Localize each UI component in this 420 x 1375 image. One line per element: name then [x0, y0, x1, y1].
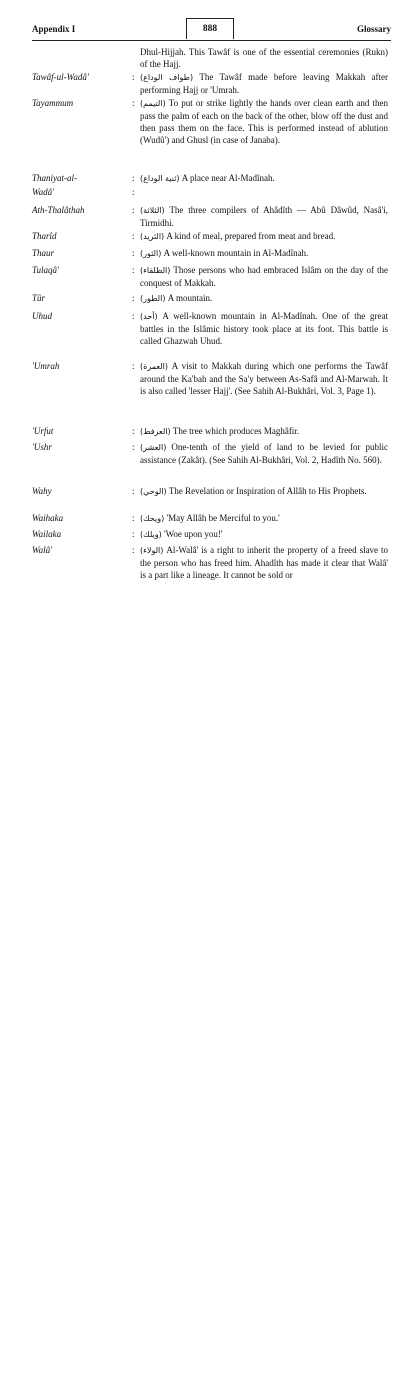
entry-definition: [140, 512, 388, 525]
entry-colon: :: [132, 442, 135, 452]
entry-colon: :: [132, 513, 135, 523]
entry-colon: :: [132, 311, 135, 321]
entry-text: Those persons who had embraced Islâm on the day of the conquest of Makkah.: [140, 265, 388, 288]
entry-term: 'Umrah: [32, 361, 60, 371]
entry-colon: :: [132, 486, 135, 496]
entry-definition: [140, 441, 388, 466]
entry-term: Ath-Thalâthah: [32, 205, 85, 215]
entry-colon: :: [132, 98, 135, 108]
entry-arabic: (الولاء): [140, 546, 164, 555]
entry-term: Waihaka: [32, 513, 64, 523]
entry-colon: :: [132, 529, 135, 539]
entry-arabic: (الثلاثة): [140, 206, 165, 215]
entry-term: 'Urfut: [32, 426, 54, 436]
entry-text: A well-known mountain in Al-Madînah. One of the great battles in the Islâmic history took place at its foot. This battle is called Ghazwah Uhud.: [140, 311, 388, 346]
entry-text: A kind of meal, prepared from meat and bread.: [166, 231, 336, 241]
entry-definition: [140, 292, 388, 305]
entry-arabic: (طواف الوداع): [140, 73, 194, 82]
entry-text: To put or strike lightly the hands over clean earth and then pass the palm of each on the back of the other, blow off the dust and then pass them on the face. This is performed instead of ablution (Wudû') and Ghusl (in case of Janaba).: [140, 98, 389, 145]
entry-colon: :: [132, 545, 135, 555]
entry-definition: [140, 230, 388, 243]
entry-definition: [140, 204, 388, 229]
entry-text: 'May Allâh be Merciful to you.': [166, 513, 280, 523]
entry-definition: [140, 247, 388, 260]
entry-definition: [140, 544, 388, 581]
entry-definition: [140, 310, 388, 347]
entry-term: Tayammum: [32, 98, 74, 108]
entry-term: Tharîd: [32, 231, 57, 241]
entry-term: Uhud: [32, 311, 52, 321]
entry-term: Thaniyat-al-: [32, 173, 77, 183]
entry-colon: :: [132, 72, 135, 82]
entry-definition: [140, 172, 388, 185]
entry-term: Thaur: [32, 248, 55, 258]
entry-term: 'Ushr: [32, 442, 52, 452]
entry-term: Wahy: [32, 486, 52, 496]
entry-term: Wailaka: [32, 529, 62, 539]
entry-arabic: (العرفط): [140, 427, 171, 436]
entry-text: A visit to Makkah during which one performs the Tawâf around the Ka'bah and the Sa'y between As-Safâ and Al-Marwah. It is also called 'lesser Hajj'. (See Sahih Al-Bukhâri, Vol. 3, Page 1).: [140, 361, 389, 396]
entry-arabic: (الثور): [140, 249, 162, 258]
appendix-label: Appendix I: [32, 24, 76, 34]
entry-colon: :: [132, 265, 135, 275]
entry-term: Wadâ': [32, 187, 55, 197]
entry-term: Walâ': [32, 545, 53, 555]
entry-term: Tûr: [32, 293, 46, 303]
section-label: Glossary: [356, 24, 391, 34]
entry-definition: [140, 485, 388, 498]
entry-colon: :: [132, 426, 135, 436]
entry-arabic: (الطلقاء): [140, 266, 171, 275]
entry-text: The Tawâf made before leaving Makkah after performing Hajj or 'Umrah.: [140, 72, 388, 95]
entry-arabic: (الوحي): [140, 487, 167, 496]
entry-text: The three compilers of Ahâdîth — Abû Dâwûd, Nasâ'i, Tirmidhi.: [140, 205, 388, 228]
entry-colon: :: [132, 248, 135, 258]
entry-text: A mountain.: [167, 293, 213, 303]
entry-colon: :: [132, 293, 135, 303]
page-header: [32, 14, 391, 41]
entry-definition: [140, 264, 388, 289]
entry-arabic: (ثنية الوداع): [140, 174, 180, 183]
entry-text: One-tenth of the yield of land to be levied for public assistance (Zakât). (See Sahih Al-Bukhâri, Vol. 2, Hadîth No. 560).: [140, 442, 389, 465]
entry-arabic: (الطور): [140, 294, 166, 303]
entry-arabic: (أحد): [140, 312, 158, 321]
entry-colon: :: [132, 205, 135, 215]
entry-term: Tulaqâ': [32, 265, 59, 275]
entry-arabic: (ويلك): [140, 530, 162, 539]
entry-definition: [140, 360, 388, 397]
entry-definition: [140, 425, 388, 438]
entry-arabic: (التيمم): [140, 99, 166, 108]
entry-text: A well-known mountain in Al-Madînah.: [163, 248, 309, 258]
entry-text: The Revelation or Inspiration of Allâh to His Prophets.: [168, 486, 367, 496]
entry-colon: :: [132, 173, 135, 183]
entry-definition: [140, 97, 388, 146]
entry-colon: :: [132, 187, 135, 197]
entry-arabic: (العمرة): [140, 362, 168, 371]
entry-text: Al-Walâ' is a right to inherit the property of a freed slave to the person who has freed him. Ahadîth has made it clear that Walâ' is a part like a lineage. It cannot be sold or: [140, 545, 389, 580]
entry-text: A place near Al-Madînah.: [181, 173, 275, 183]
entry-arabic: (العشر): [140, 443, 167, 452]
entry-arabic: (ويحك): [140, 514, 165, 523]
entry-definition: [140, 528, 388, 541]
page-number: 888: [186, 18, 234, 39]
entry-arabic: (الثريد): [140, 232, 165, 241]
entry-text: 'Woe upon you!': [163, 529, 223, 539]
entry-term: Tawâf-ul-Wadâ': [32, 72, 89, 82]
continued-definition: Dhul-Hijjah. This Tawâf is one of the essential ceremonies (Rukn) of the Hajj.: [140, 47, 388, 69]
entry-colon: :: [132, 231, 135, 241]
entry-definition: [140, 71, 388, 96]
entry-text: The tree which produces Maghâfir.: [172, 426, 300, 436]
entry-colon: :: [132, 361, 135, 371]
